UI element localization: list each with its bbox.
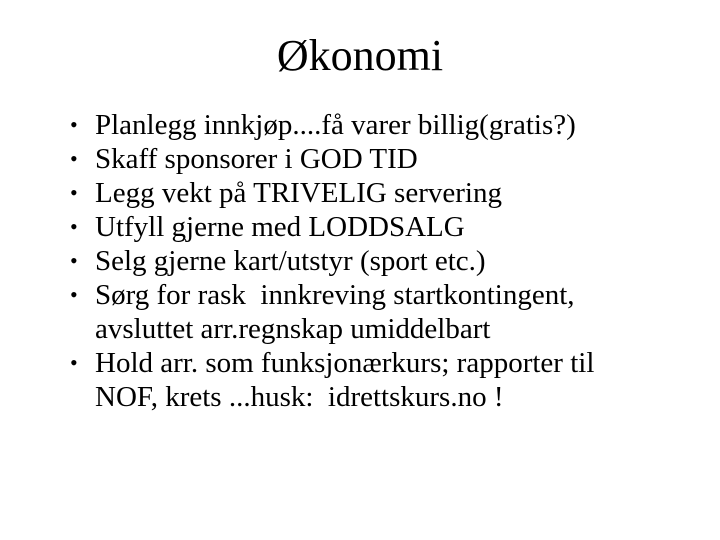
bullet-list bbox=[70, 108, 710, 414]
bullet-icon: • bbox=[70, 180, 78, 205]
bullet-text: Planlegg innkjøp....få varer billig(gratis?) bbox=[95, 109, 576, 141]
bullet-icon: • bbox=[70, 146, 78, 171]
bullet-text: Legg vekt på TRIVELIG servering bbox=[95, 177, 502, 209]
bullet-text-continuation: avsluttet arr.regnskap umiddelbart bbox=[95, 313, 491, 345]
bullet-item bbox=[70, 346, 710, 414]
bullet-item bbox=[70, 176, 710, 210]
bullet-icon: • bbox=[70, 350, 78, 375]
bullet-icon: • bbox=[70, 214, 78, 239]
bullet-item bbox=[70, 108, 710, 142]
bullet-item bbox=[70, 142, 710, 176]
bullet-item bbox=[70, 244, 710, 278]
bullet-text-continuation: NOF, krets ...husk: idrettskurs.no ! bbox=[95, 381, 504, 413]
bullet-text: Selg gjerne kart/utstyr (sport etc.) bbox=[95, 245, 486, 277]
bullet-text: Hold arr. som funksjonærkurs; rapporter til bbox=[95, 347, 595, 379]
bullet-item bbox=[70, 210, 710, 244]
slide-title: Økonomi bbox=[276, 31, 444, 80]
bullet-text: Skaff sponsorer i GOD TID bbox=[95, 143, 418, 175]
bullet-text: Utfyll gjerne med LODDSALG bbox=[95, 211, 465, 243]
bullet-icon: • bbox=[70, 282, 78, 307]
bullet-item bbox=[70, 278, 710, 346]
bullet-text: Sørg for rask innkreving startkontingent, bbox=[95, 279, 575, 311]
bullet-icon: • bbox=[70, 112, 78, 137]
bullet-icon: • bbox=[70, 248, 78, 273]
